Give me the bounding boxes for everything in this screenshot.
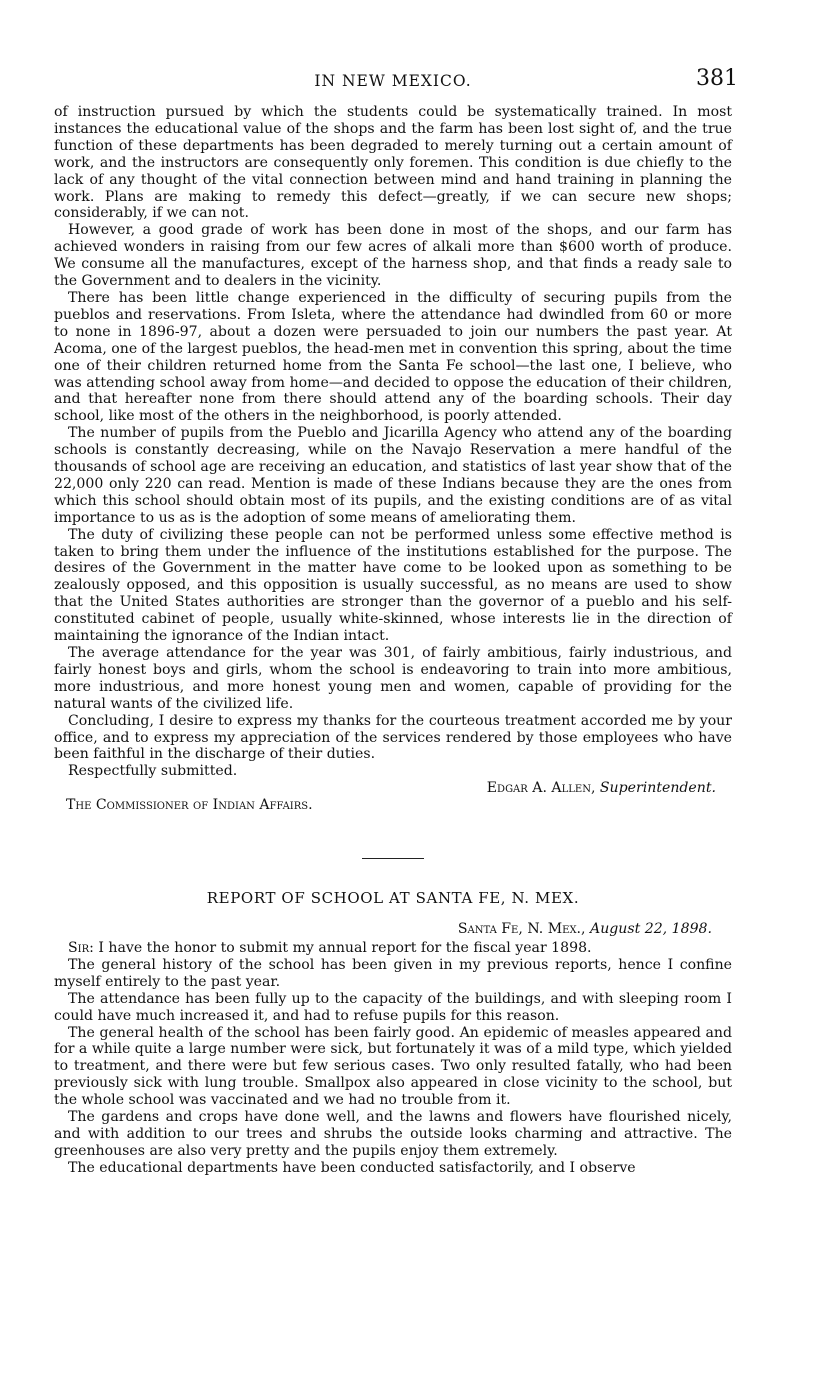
paragraph: The average attendance for the year was 301, of fairly ambitious, fairly industrious, and fairly honest boys and girls, whom the school is endeavoring to train into more ambitious, more industrious, and more honest young men and women, capable of providing for the natural wants of the civilized life.: [54, 645, 732, 712]
paragraph: The general history of the school has been given in my previous reports, hence I confine myself entirely to the past year.: [54, 956, 732, 990]
dateline-date: August 22, 1898.: [590, 921, 712, 938]
addressee: The Commissioner of Indian Affairs.: [66, 797, 313, 814]
salutation: Sir:: [68, 939, 94, 956]
dateline: [54, 921, 732, 938]
paragraph: of instruction pursued by which the students could be systematically trained. In most instances the educational value of the shops and the farm has been lost sight of, and the true function of these departments has been degraded to merely turning out a certain amount of work, and the instructors are consequently only foremen. This condition is due chiefly to the lack of any thought of the vital connection between mind and hand training in planning the work. Plans are making to remedy this defect—greatly, if we can secure new shops; considerably, if we can not.: [54, 104, 732, 222]
paragraph: The educational departments have been conducted satisfactorily, and I observe: [68, 1159, 636, 1176]
running-title: IN NEW MEXICO.: [314, 72, 472, 90]
paragraph: There has been little change experienced in the difficulty of securing pupils from the pueblos and reservations. From Isleta, where the attendance had dwindled from 60 or more to none in 1896-97, about a dozen were persuaded to join our numbers the past year. At Acoma, one of the largest pueblos, the head-men met in convention this spring, about the time one of their children returned home from the Santa Fe school—the last one, I believe, who was attending school away from home—and decided to oppose the education of their children, and that hereafter none from there should attend any of the boarding schools. Their day school, like most of the others in the neighborhood, is poorly attended.: [54, 289, 732, 425]
running-header: [54, 64, 738, 104]
dateline-place: Santa Fe, N. Mex.,: [457, 921, 586, 938]
signature-name: Edgar A. Allen,: [486, 780, 596, 797]
paragraph: The gardens and crops have done well, and the lawns and flowers have flourished nicely, and with addition to our trees and shrubs the outside looks charming and attractive. The greenhouses are also very pretty and the pupils enjoy them extremely.: [54, 1109, 732, 1159]
section-divider: [362, 858, 424, 859]
paragraph: The number of pupils from the Pueblo and Jicarilla Agency who attend any of the boarding schools is constantly decreasing, while on the Navajo Reservation a mere handful of the thousands of school age are receiving an education, and statistics of last year show that of the 22,000 only 220 can read. Mention is made of these Indians because they are the ones from which this school should obtain most of its pupils, and the existing conditions are of as vital importance to us as is the adoption of some means of ameliorating them.: [54, 425, 732, 526]
report-1-body: [54, 104, 732, 814]
paragraph: The duty of civilizing these people can not be performed unless some effective method is taken to bring them under the influence of the institutions established for the purpose. The desires of the Government in the matter have come to be looked upon as something to be zealously opposed, and this opposition is usually successful, as no means are used to show that the United States authorities are stronger than the governor of a pueblo and his self-constituted cabinet of people, usually white-skinned, whose interests lie in the direction of maintaining the ignorance of the Indian intact.: [54, 526, 732, 645]
salutation-paragraph: [54, 940, 732, 957]
closing: Respectfully submitted.: [68, 763, 238, 780]
report-title: REPORT OF SCHOOL AT SANTA FE, N. MEX.: [206, 889, 580, 908]
paragraph: The attendance has been fully up to the capacity of the buildings, and with sleeping room I could have much increased it, and had to refuse pupils for this reason.: [54, 990, 732, 1024]
paragraph: The general health of the school has been fairly good. An epidemic of measles appeared and for a while quite a large number were sick, but fortunately it was of a mild type, which yielded to treatment, and there were but few serious cases. Two only resulted fatally, who had been previously sick with lung trouble. Smallpox also appeared in close vicinity to the school, but the whole school was vaccinated and we had no trouble from it.: [54, 1024, 732, 1109]
paragraph: However, a good grade of work has been done in most of the shops, and our farm has achieved wonders in raising from our few acres of alkali more than $600 worth of produce. We consume all the manufactures, except of the harness shop, and that finds a ready sale to the Government and to dealers in the vicinity.: [54, 222, 732, 290]
page-number: 381: [696, 66, 738, 91]
document-page: [54, 64, 738, 1177]
report-2-body: [54, 889, 732, 1177]
paragraph: Concluding, I desire to express my thanks for the courteous treatment accorded me by your office, and to express my appreciation of the services rendered by those employees who have been faithful in the discharge of their duties.: [54, 712, 732, 763]
first-line: I have the honor to submit my annual report for the fiscal year 1898.: [98, 939, 592, 956]
signature-title: Superintendent.: [599, 780, 716, 797]
signature: [54, 780, 732, 797]
